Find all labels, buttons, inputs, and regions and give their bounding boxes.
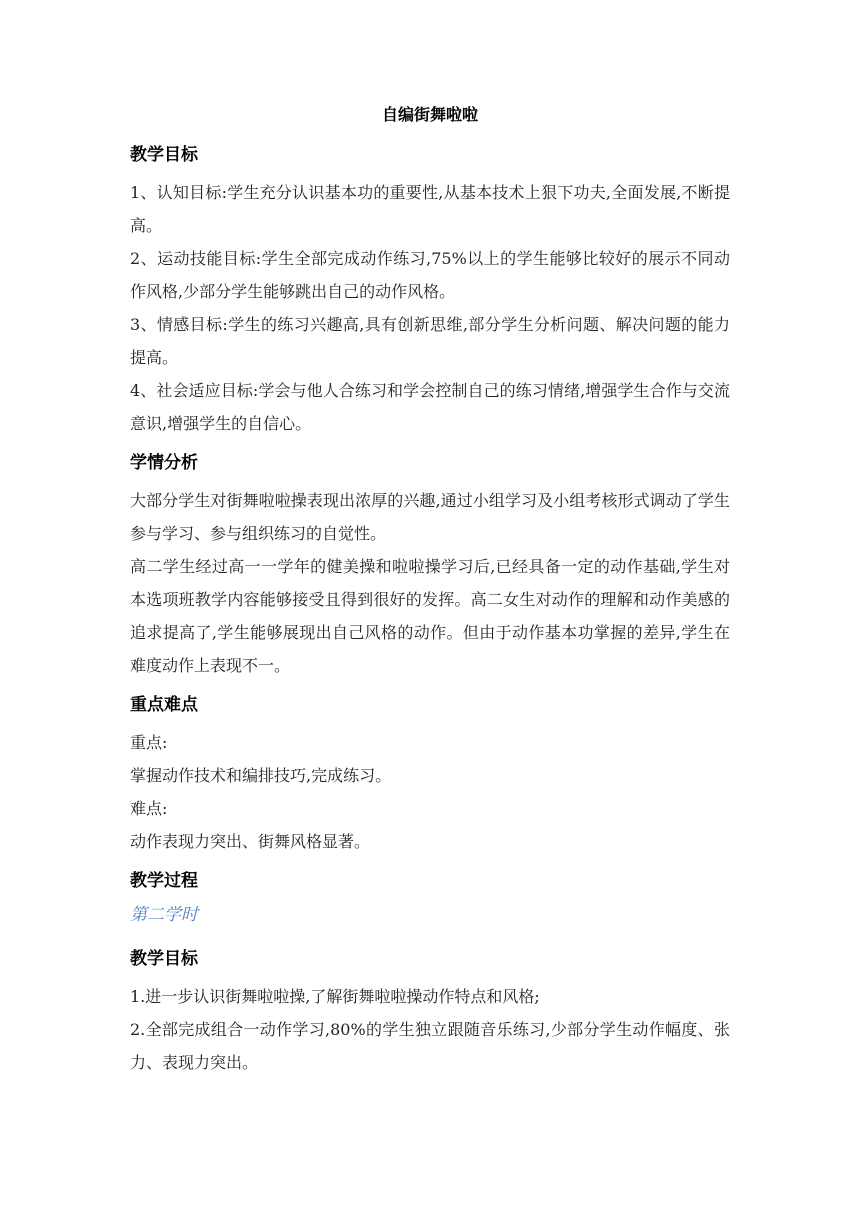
session-goal-item: 1.进一步认识街舞啦啦操,了解街舞啦啦操动作特点和风格; (130, 987, 540, 1006)
goal-item: 1、认知目标:学生充分认识基本功的重要性,从基本技术上狠下功夫,全面发展,不断提高。 (130, 183, 730, 235)
section-heading-analysis: 学情分析 (130, 453, 198, 473)
section-heading-process: 教学过程 (130, 871, 198, 891)
section-heading-session-goals: 教学目标 (130, 949, 198, 969)
goals-list (130, 176, 730, 440)
section-heading-goals: 教学目标 (130, 145, 198, 165)
session-title: 第二学时 (130, 905, 198, 925)
analysis-list (130, 484, 730, 682)
document-content (130, 102, 730, 1089)
document-title: 自编街舞啦啦 (381, 105, 478, 124)
goal-item: 2、运动技能目标:学生全部完成动作练习,75%以上的学生能够比较好的展示不同动作风格,少部分学生能够跳出自己的动作风格。 (130, 249, 730, 301)
analysis-paragraph: 高二学生经过高一一学年的健美操和啦啦操学习后,已经具备一定的动作基础,学生对本选项班教学内容能够接受且得到很好的发挥。高二女生对动作的理解和动作美感的追求提高了,学生能够展现出自己风格的动作。但由于动作基本功掌握的差异,学生在难度动作上表现不一。 (130, 557, 730, 675)
difficulty-text: 动作表现力突出、街舞风格显著。 (130, 832, 371, 851)
key-text: 掌握动作技术和编排技巧,完成练习。 (130, 766, 392, 785)
analysis-paragraph: 大部分学生对街舞啦啦操表现出浓厚的兴趣,通过小组学习及小组考核形式调动了学生参与学习、参与组织练习的自觉性。 (130, 491, 730, 543)
goal-item: 3、情感目标:学生的练习兴趣高,具有创新思维,部分学生分析问题、解决问题的能力提高。 (130, 315, 730, 367)
difficulty-label: 难点: (130, 799, 168, 818)
section-heading-keypoints: 重点难点 (130, 695, 198, 715)
session-goal-item: 2.全部完成组合一动作学习,80%的学生独立跟随音乐练习,少部分学生动作幅度、张力、表现力突出。 (130, 1020, 730, 1072)
keypoints-list (130, 726, 730, 858)
key-label: 重点: (130, 733, 168, 752)
session-goals-list (130, 980, 730, 1079)
goal-item: 4、社会适应目标:学会与他人合练习和学会控制自己的练习情绪,增强学生合作与交流意识,增强学生的自信心。 (130, 381, 730, 433)
